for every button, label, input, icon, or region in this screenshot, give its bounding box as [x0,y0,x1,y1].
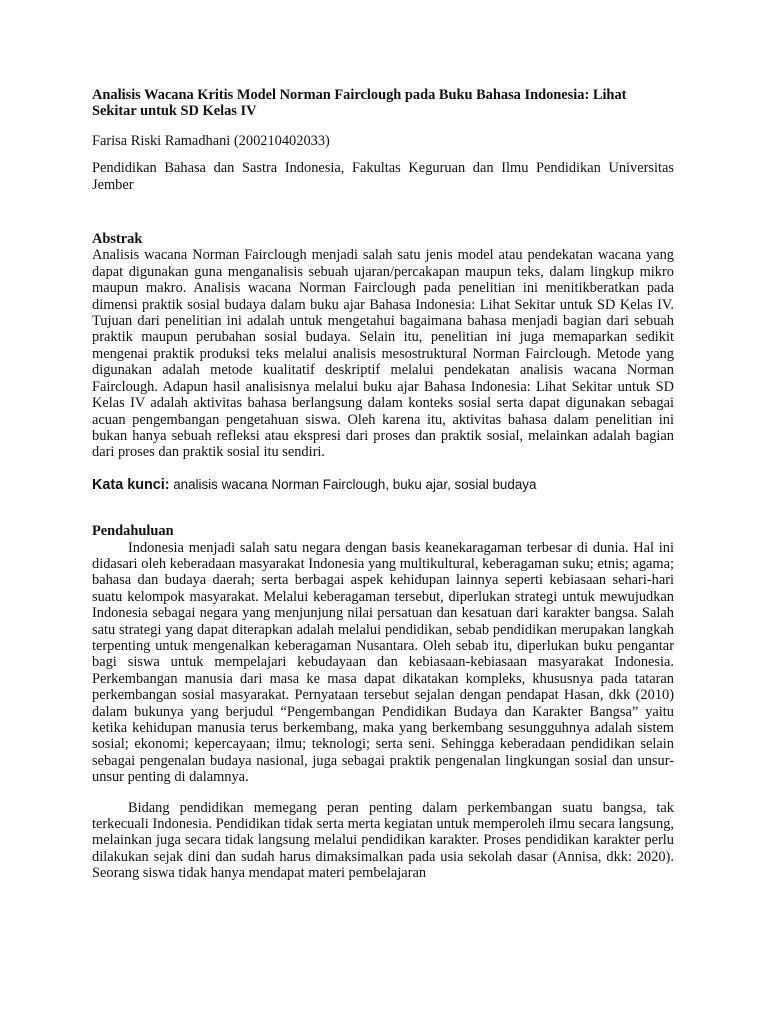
introduction-heading: Pendahuluan [92,523,174,540]
abstract-heading: Abstrak [92,231,143,248]
introduction-paragraph: Indonesia menjadi salah satu negara dengan basis keanekaragaman terbesar di dunia. Hal ini didasari oleh keberadaan masyarakat Indonesia yang multikultural, keberagaman suku; etnis; agama; bahasa dan budaya daerah; serta berbagai aspek kehidupan lainnya seperti kebiasaan sehari-hari suatu kelompok masyarakat. Melalui keberagaman tersebut, diperlukan strategi untuk mewujudkan Indonesia sebagai negara yang menjunjung nilai persatuan dan kesatuan dari karakter bangsa. Salah satu strategi yang dapat diterapkan adalah melalui pendidikan, sebab pendidikan merupakan langkah terpenting untuk mengenalkan keberagaman Nusantara. Oleh sebab itu, diperlukan buku pengantar bagi siswa untuk mempelajari kebudayaan dan kebiasaan-kebiasaan masyarakat Indonesia. Perkembangan manusia dari masa ke masa dapat dikatakan kompleks, khususnya pada tataran perkembangan sosial masyarakat. Pernyataan tersebut sejalan dengan pendapat Hasan, dkk (2010) dalam bukunya yang berjudul “Pengembangan Pendidikan Budaya dan Karakter Bangsa” yaitu ketika kehidupan manusia terus berkembang, maka yang berkembang sesungguhnya adalah sistem sosial; ekonomi; kepercayaan; ilmu; teknologi; serta seni. Sehingga keberadaan pendidikan selain sebagai pengenalan budaya nasional, juga sebagai praktik pengenalan lingkungan sosial dan unsur-unsur penting di dalamnya. [92,539,674,786]
keywords [92,477,674,493]
introduction-paragraph: Bidang pendidikan memegang peran penting dalam perkembangan suatu bangsa, tak terkecuali Indonesia. Pendidikan tidak serta merta kegiatan untuk memperoleh ilmu secara langsung, melainkan juga secara tidak langsung melalui pendidikan karakter. Proses pendidikan karakter perlu dilakukan sejak dini dan sudah harus dimaksimalkan pada usia sekolah dasar (Annisa, dkk: 2020). Seorang siswa tidak hanya mendapat materi pembelajaran [92,799,674,882]
author-line: Farisa Riski Ramadhani (200210402033) [92,132,330,149]
abstract-text: Analisis wacana Norman Fairclough menjadi salah satu jenis model atau pendekatan wacana yang dapat digunakan guna menganalisis sebuah ujaran/percakapan maupun teks, dalam lingkup mikro maupun makro. Analisis wacana Norman Fairclough pada penelitian ini menitikberatkan pada dimensi praktik sosial budaya dalam buku ajar Bahasa Indonesia: Lihat Sekitar untuk SD Kelas IV. Tujuan dari penelitian ini adalah untuk mengetahui bagaimana bahasa menjadi bagian dari sebuah praktik maupun perubahan sosial budaya. Selain itu, penelitian ini juga memaparkan sedikit mengenai praktik produksi teks melalui analisis mesostruktural Norman Fairclough. Metode yang digunakan adalah metode kualitatif deskriptif melalui pendekatan analisis wacana Norman Fairclough. Adapun hasil analisisnya melalui buku ajar Bahasa Indonesia: Lihat Sekitar untuk SD Kelas IV adalah aktivitas bahasa berlangsung dalam konteks sosial serta dapat digunakan sebagai acuan pengembangan pengetahuan siswa. Oleh karena itu, aktivitas bahasa dalam penelitian ini bukan hanya sebuah refleksi atau ekspresi dari proses dan praktik sosial, melainkan adalah bagian dari proses dan praktik sosial itu sendiri. [92,247,674,461]
document-page [92,87,674,882]
affiliation: Pendidikan Bahasa dan Sastra Indonesia, Fakultas Keguruan dan Ilmu Pendidikan Universitas Jember [92,160,674,193]
paper-title: Analisis Wacana Kritis Model Norman Fairclough pada Buku Bahasa Indonesia: Lihat Sekitar untuk SD Kelas IV [92,87,627,120]
keywords-text: analisis wacana Norman Fairclough, buku ajar, sosial budaya [173,476,537,492]
keywords-label: Kata kunci: [92,476,170,493]
